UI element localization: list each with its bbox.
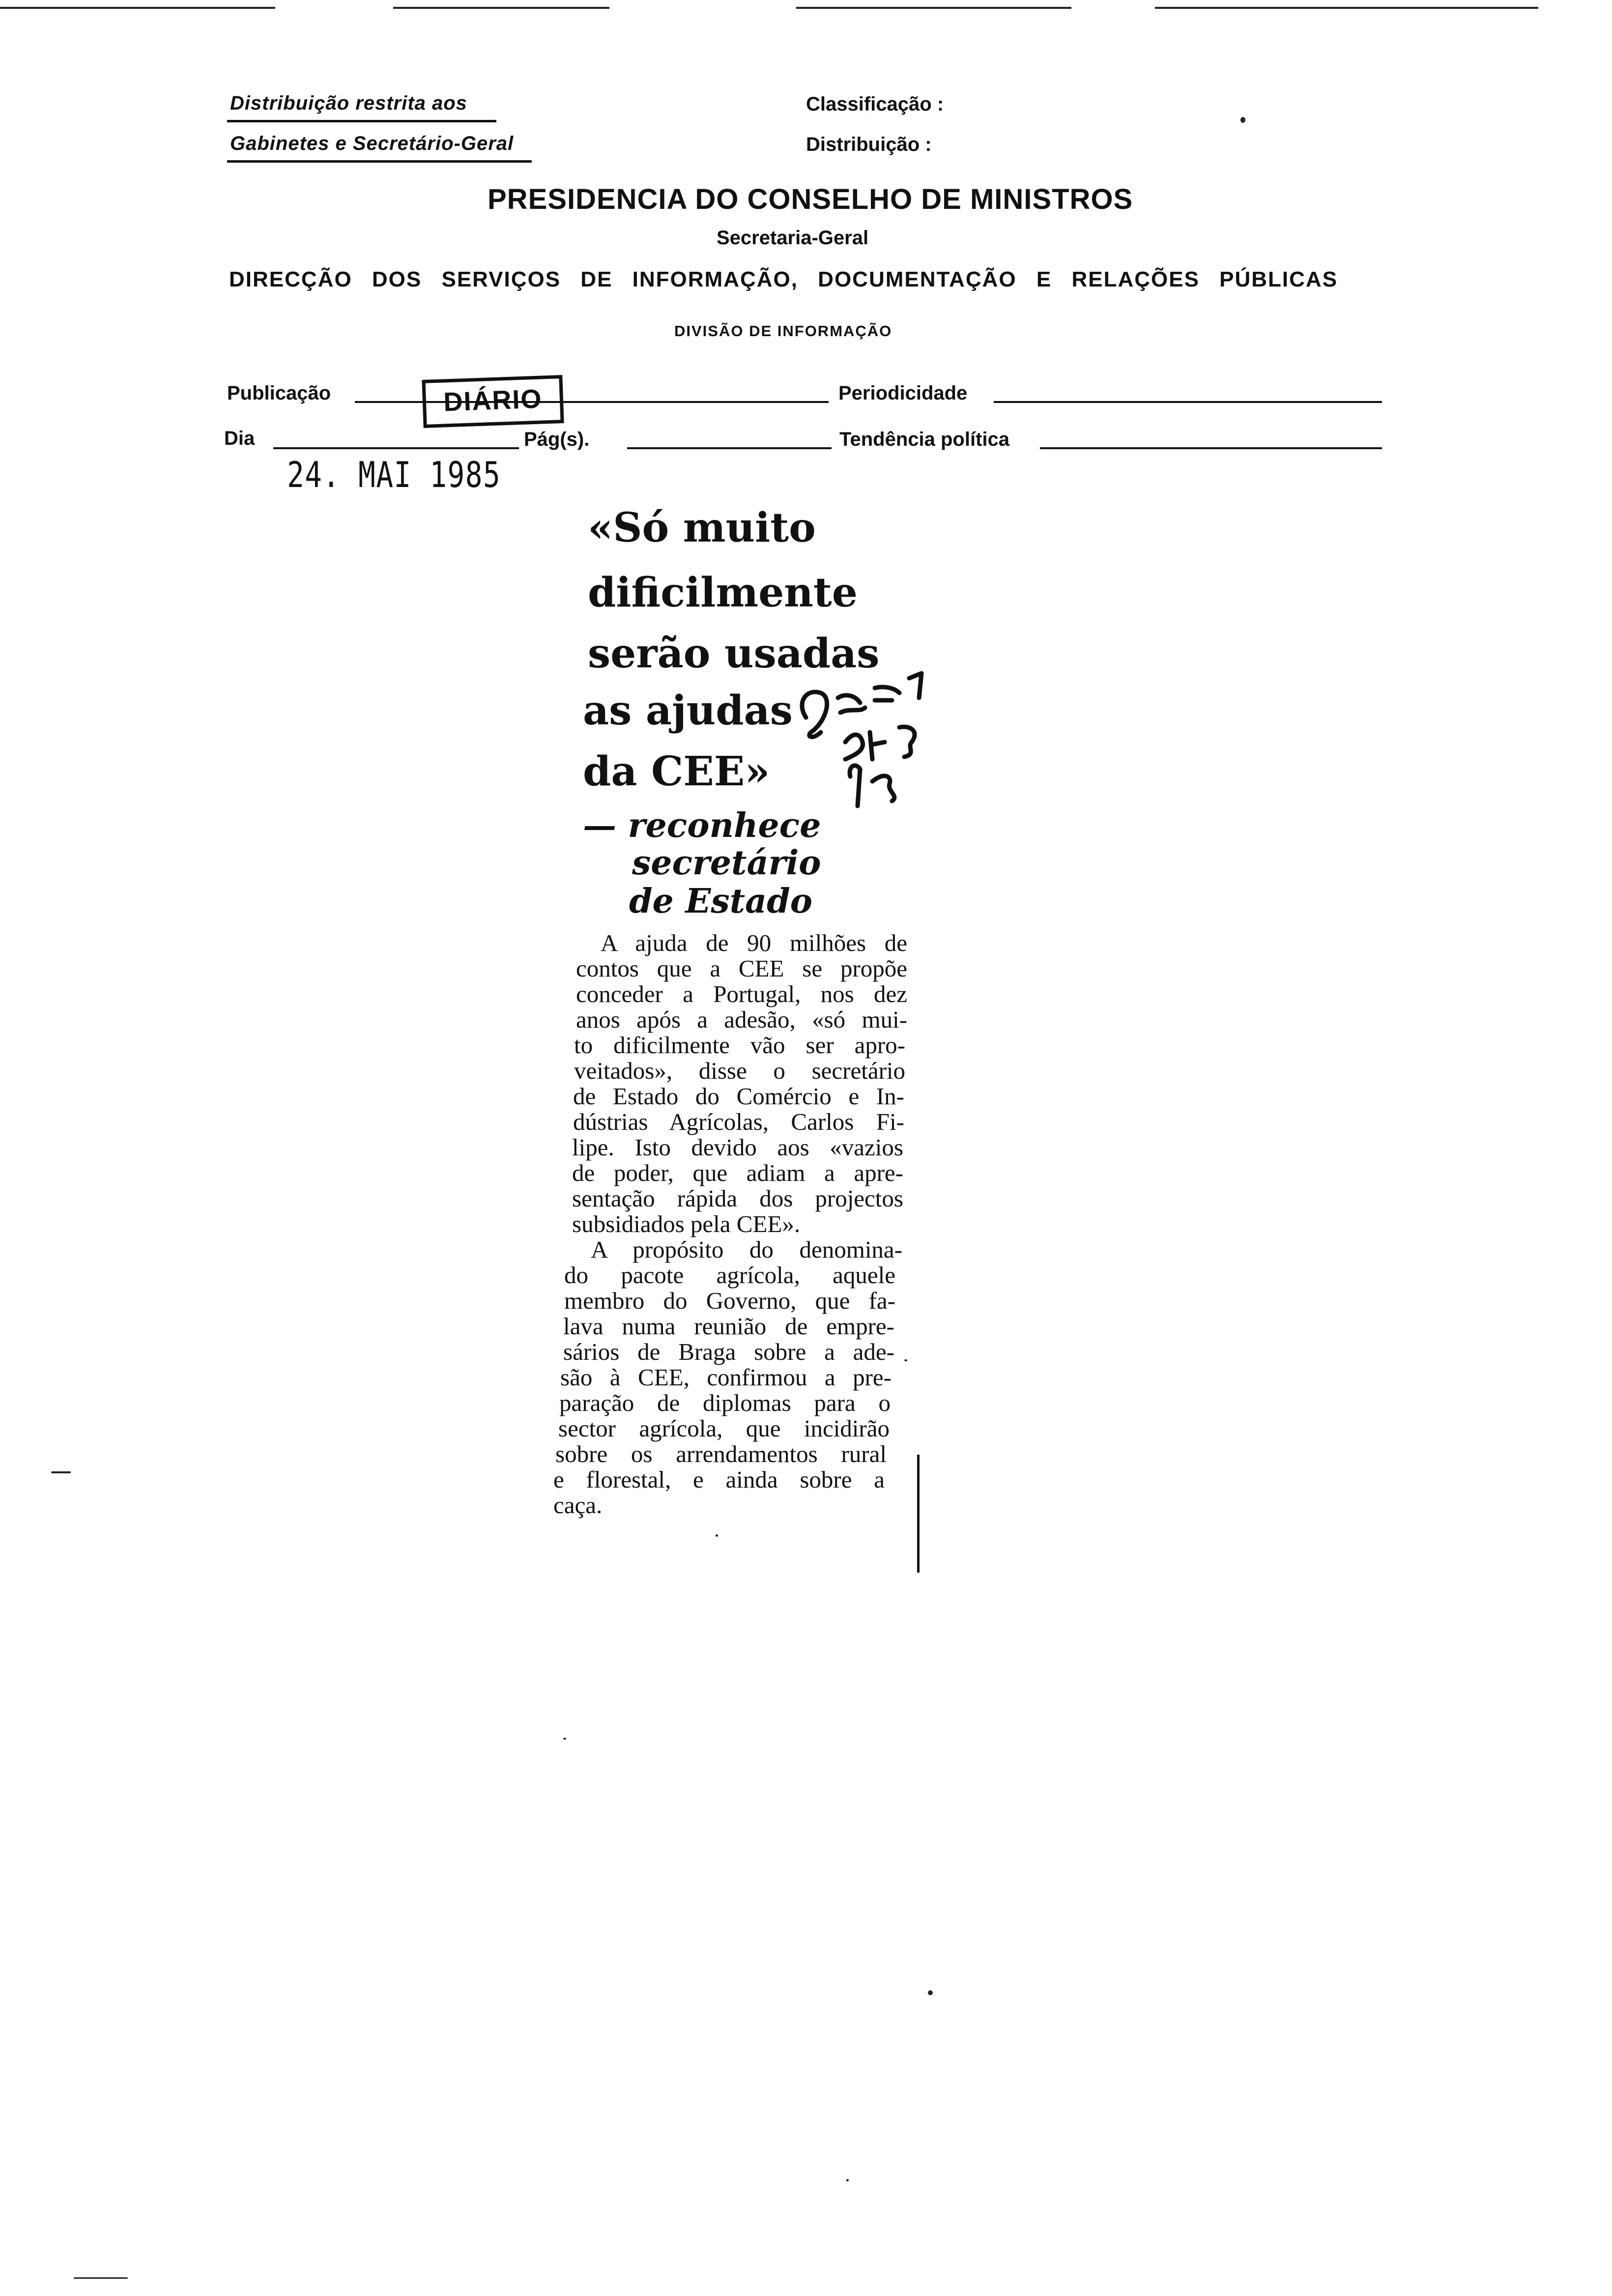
- scan-speck: [716, 1534, 718, 1537]
- dia-label: Dia: [224, 428, 255, 449]
- tendencia-label: Tendência política: [839, 429, 1009, 450]
- scan-speck: [846, 2179, 849, 2181]
- secretaria-subtitle: Secretaria-Geral: [717, 227, 869, 249]
- organization-title: PRESIDENCIA DO CONSELHO DE MINISTROS: [488, 183, 1133, 215]
- article-body-line: sentação rápida dos projectos: [572, 1185, 903, 1212]
- article-body-line: to dificilmente vão ser apro-: [574, 1032, 905, 1059]
- scan-edge-rule: [0, 7, 275, 9]
- tendencia-field-line: [1040, 447, 1382, 449]
- restricted-distribution-line2: Gabinetes e Secretário-Geral: [230, 133, 514, 154]
- headline-line: dificilmente: [588, 569, 858, 616]
- headline-line: «Só muito: [588, 504, 816, 551]
- scan-speck: [51, 1471, 71, 1473]
- article-body-line: A propósito do denomina-: [591, 1236, 902, 1263]
- scan-edge-rule: [1155, 7, 1538, 9]
- article-body-line: dústrias Agrícolas, Carlos Fi-: [573, 1108, 904, 1135]
- headline-line: serão usadas: [588, 630, 880, 677]
- article-body-line: subsidiados pela CEE».: [572, 1210, 801, 1237]
- article-body-line: e florestal, e ainda sobre a: [553, 1466, 885, 1493]
- scan-edge-rule: [393, 7, 609, 9]
- article-body-line: membro do Governo, que fa-: [564, 1287, 895, 1314]
- headline-line: da CEE»: [583, 748, 770, 795]
- handwritten-annotation: [786, 659, 953, 821]
- publication-stamp: DIÁRIO: [422, 375, 564, 428]
- periodicidade-label: Periodicidade: [838, 382, 968, 404]
- article-body-line: contos que a CEE se propõe: [576, 955, 907, 982]
- restricted-distribution-line1: Distribuição restrita aos: [230, 92, 467, 114]
- publicacao-label: Publicação: [227, 382, 331, 404]
- article-body-line: sobre os arrendamentos rural: [555, 1440, 887, 1467]
- article-body-line: anos após a adesão, «só mui-: [576, 1006, 907, 1033]
- article-body-line: lava numa reunião de empre-: [563, 1313, 894, 1340]
- division-title: DIVISÃO DE INFORMAÇÃO: [674, 322, 892, 340]
- classificacao-label: Classificação :: [806, 93, 944, 115]
- scan-speck: [904, 1359, 907, 1361]
- subhead-line: secretário: [632, 843, 821, 883]
- article-body-line: veitados», disse o secretário: [574, 1057, 905, 1084]
- article-body-line: do pacote agrícola, aquele: [564, 1262, 895, 1289]
- article-body-line: sector agrícola, que incidirão: [558, 1415, 890, 1442]
- scan-edge-rule: [796, 7, 1071, 9]
- pags-field-line: [627, 447, 832, 449]
- directorate-title: DIRECÇÃO DOS SERVIÇOS DE INFORMAÇÃO, DOCUMENTAÇÃO E RELAÇÕES PÚBLICAS: [229, 267, 1338, 291]
- periodicidade-field-line: [994, 401, 1382, 403]
- dia-field-line: [273, 447, 519, 449]
- article-body-line: são à CEE, confirmou a pre-: [560, 1364, 892, 1391]
- article-body-line: de Estado do Comércio e In-: [573, 1083, 904, 1110]
- subhead-line: de Estado: [629, 882, 812, 921]
- date-stamp: 24. MAI 1985: [287, 454, 501, 495]
- scan-speck: [563, 1738, 566, 1740]
- article-body-line: conceder a Portugal, nos dez: [576, 980, 907, 1007]
- restricted-underline: [227, 160, 532, 163]
- subhead-line: — reconhece: [583, 806, 821, 845]
- distribuicao-label: Distribuição :: [806, 134, 932, 155]
- scan-speck: [74, 2277, 128, 2279]
- scan-speck: [1240, 117, 1245, 123]
- scan-speck: [928, 1990, 933, 1995]
- headline-line: as ajudas: [583, 687, 793, 734]
- article-body-line: sários de Braga sobre a ade-: [563, 1338, 894, 1365]
- article-body-line: lipe. Isto devido aos «vazios: [572, 1134, 903, 1161]
- article-body-line: A ajuda de 90 milhões de: [601, 929, 907, 956]
- restricted-underline: [227, 120, 496, 122]
- pags-label: Pág(s).: [524, 429, 590, 450]
- article-body-line: caça.: [553, 1492, 603, 1519]
- article-body-line: de poder, que adiam a apre-: [572, 1159, 903, 1186]
- clipping-edge-rule: [917, 1455, 920, 1573]
- article-body-line: paração de diplomas para o: [559, 1389, 891, 1416]
